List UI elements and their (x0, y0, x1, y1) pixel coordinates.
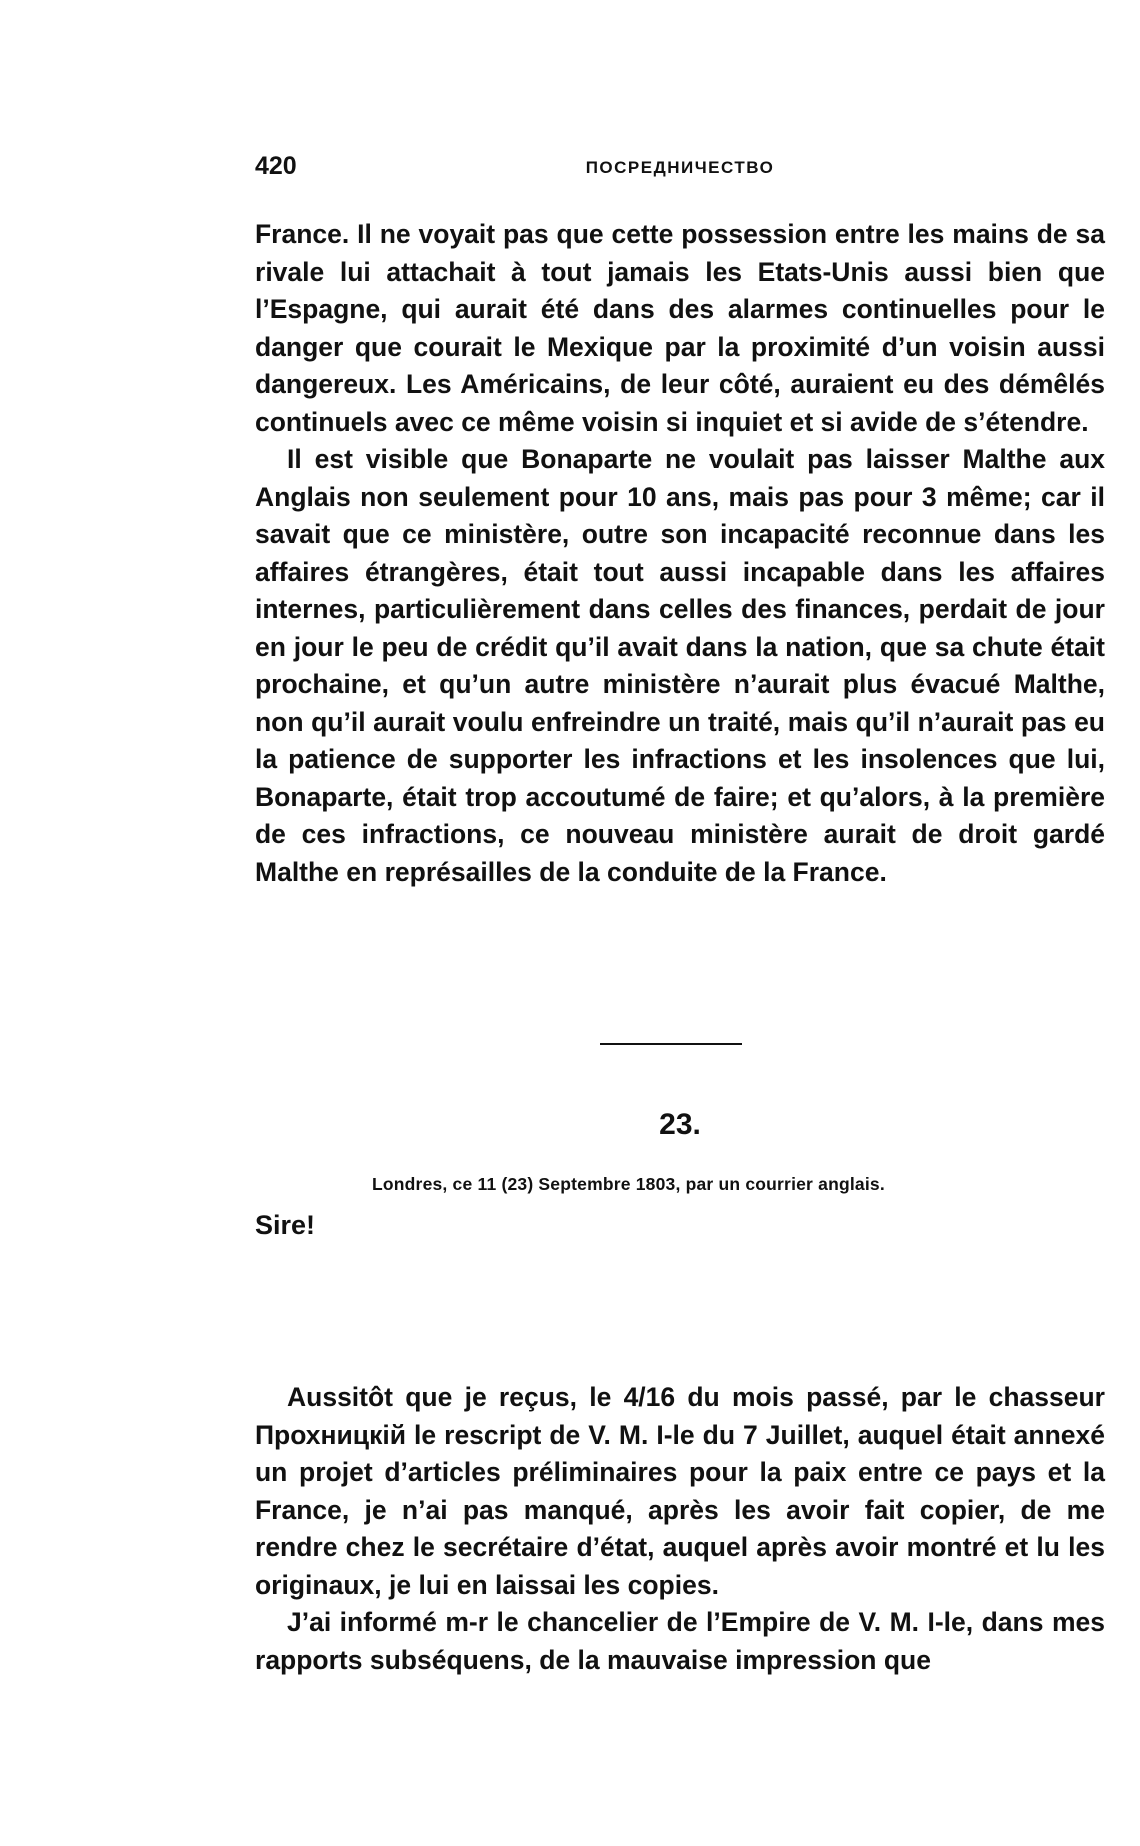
page-header (255, 152, 1105, 192)
letter-salutation: Sire! (255, 1210, 316, 1240)
letter-body (255, 1379, 1105, 1679)
letter-dateline: Londres, ce 11 (23) Septembre 1803, par un courrier anglais. (372, 1174, 885, 1194)
paragraph-bonaparte-malthe: Il est visible que Bonaparte ne voulait pas laisser Malthe aux Anglais non seulement pour 10 ans, mais pas pour 3 même; car il savait que ce ministère, outre son incapacité reconnue dans les affaires étrangères, était tout aussi incapable dans les affaires internes, particulièrement dans celles des finances, perdait de jour en jour le peu de crédit qu’il avait dans la nation, que sa chute était prochaine, et qu’un autre ministère n’aurait plus évacué Malthe, non qu’il aurait voulu enfreindre un traité, mais qu’il n’aurait pas eu la patience de supporter les infractions et les insolences que lui, Bonaparte, était trop accoutumé de faire; et qu’alors, à la première de ces infractions, ce nouveau ministère aurait de droit gardé Malthe en représailles de la conduite de la France. (255, 444, 1105, 887)
letter-paragraph-1: Aussitôt que je reçus, le 4/16 du mois passé, par le chasseur Прохницкій le rescript de V. M. I-le du 7 Juillet, auquel était annexé un projet d’articles préliminaires pour la paix entre ce pays et la France, je n’ai pas manqué, après les avoir fait copier, de me rendre chez le secrétaire d’état, auquel après avoir montré et lu les originaux, je lui en laissai les copies. (255, 1382, 1105, 1600)
letter-number: 23. (659, 1108, 701, 1141)
page-number: 420 (255, 152, 297, 180)
continued-text (255, 216, 1105, 891)
paragraph-continued: France. Il ne voyait pas que cette possession entre les mains de sa rivale lui attachait à tout jamais les Etats-Unis aussi bien que l’Espagne, qui aurait été dans des alarmes continuelles pour le danger que courait le Mexique par la proximité d’un voisin aussi dangereux. Les Américains, de leur côté, auraient eu des démêlés continuels avec ce même voisin si inquiet et si avide de s’étendre. (255, 219, 1105, 437)
section-divider (600, 1043, 742, 1045)
running-head: ПОСРЕДНИЧЕСТВО (585, 158, 775, 177)
letter-paragraph-2: J’ai informé m-r le chancelier de l’Empire de V. M. I-le, dans mes rapports subséquens, de la mauvaise impression que (255, 1607, 1105, 1675)
